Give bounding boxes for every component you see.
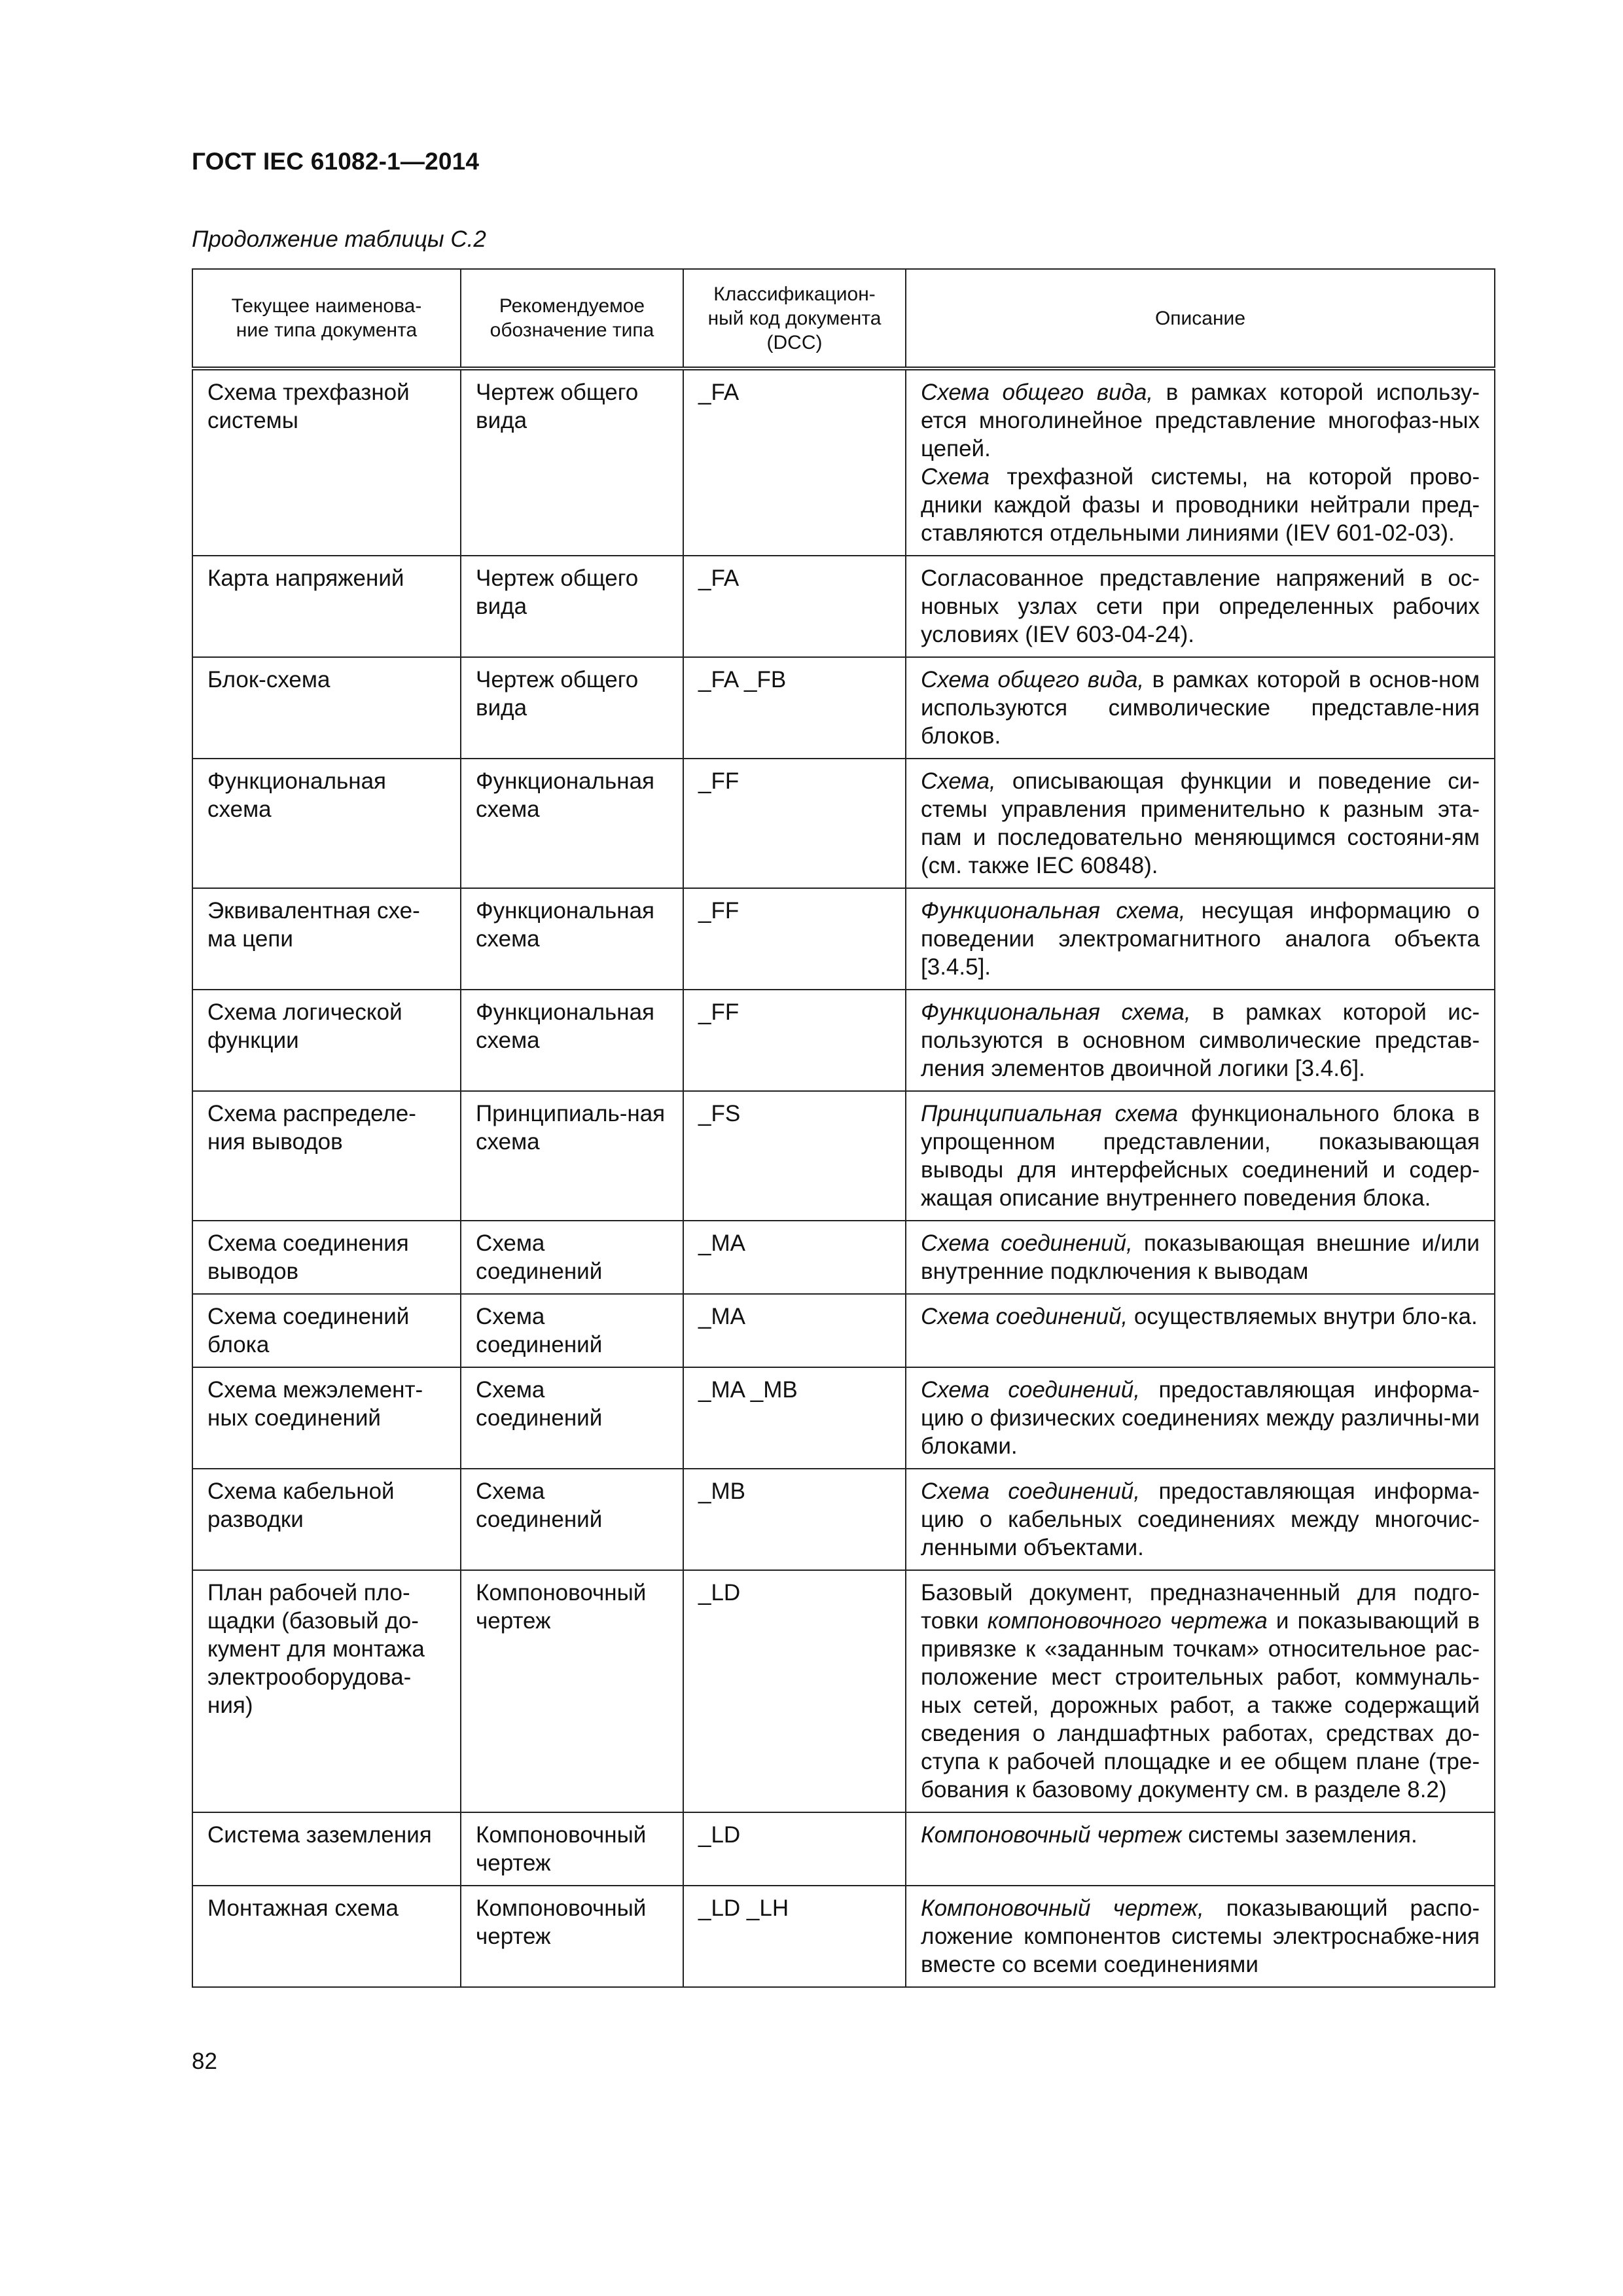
cell-recommended-type: Схема соединений [461, 1469, 683, 1570]
table-row [192, 759, 1495, 888]
cell-current-name: Функциональная схема [192, 759, 461, 888]
table-row [192, 657, 1495, 759]
table-row [192, 1886, 1495, 1987]
term-emphasis: Схема соединений, [921, 1479, 1140, 1504]
term-emphasis: Схема общего вида, [921, 667, 1145, 692]
cell-current-name: Система заземления [192, 1812, 461, 1886]
cell-current-name: План рабочей пло-щадки (базовый до-кумент для монтажа электрооборудова-ния) [192, 1570, 461, 1812]
cell-recommended-type: Схема соединений [461, 1294, 683, 1367]
cell-dcc-code: _MA [683, 1294, 906, 1367]
description-text: предоставляющая информа-цию о физических соединениях между различны-ми блоками. [921, 1377, 1480, 1459]
description-text: Согласованное представление напряжений в ос-новных узлах сети при определенных рабочих условиях (IEV 603-04-24). [921, 565, 1480, 647]
cell-description [906, 556, 1495, 657]
cell-description [906, 1812, 1495, 1886]
table-row [192, 1367, 1495, 1469]
term-emphasis: Схема общего вида, [921, 380, 1154, 405]
description-text: Базовый документ, предназначенный для подго-товки [921, 1580, 1480, 1634]
page-number: 82 [192, 2049, 217, 2074]
cell-description [906, 1221, 1495, 1294]
cell-description [906, 368, 1495, 556]
cell-recommended-type: Принципиаль-ная схема [461, 1091, 683, 1221]
cell-dcc-code: _LD [683, 1812, 906, 1886]
document-types-table [192, 268, 1495, 1988]
description-text: в рамках которой ис-пользуются в основном символические представ-ления элементов двоичной логики [3.4.6]. [921, 999, 1480, 1081]
description-text: трехфазной системы, на которой прово-дники каждой фазы и проводники нейтрали пред-ставляются отдельными линиями (IEV 601-02-03). [921, 464, 1480, 546]
cell-recommended-type: Функциональная схема [461, 888, 683, 990]
term-emphasis: Схема соединений, [921, 1304, 1128, 1329]
cell-current-name: Блок-схема [192, 657, 461, 759]
description-text: функционального блока в упрощенном представлении, показывающая выводы для интерфейсных соединений и содер-жащая описание внутреннего поведения блока. [921, 1101, 1480, 1211]
cell-description [906, 888, 1495, 990]
table-body [192, 368, 1495, 1987]
term-emphasis: Функциональная схема, [921, 999, 1191, 1025]
table-row [192, 1294, 1495, 1367]
description-text: описывающая функции и поведение си-стемы управления применительно к разным эта-пам и последовательно меняющимся состояни-ям (см. также IEC 60848). [921, 768, 1480, 878]
cell-current-name: Схема соединения выводов [192, 1221, 461, 1294]
term-emphasis: Компоновочный чертеж, [921, 1895, 1204, 1921]
cell-dcc-code: _LD [683, 1570, 906, 1812]
document-title: ГОСТ IEC 61082-1—2014 [192, 148, 480, 175]
cell-current-name: Схема логической функции [192, 990, 461, 1091]
table-row [192, 368, 1495, 556]
header-description: Описание [906, 269, 1495, 368]
term-emphasis: компоновочного чертежа [987, 1608, 1268, 1634]
table-row [192, 1469, 1495, 1570]
term-emphasis: Схема соединений, [921, 1377, 1140, 1403]
term-emphasis: Принципиальная схема [921, 1101, 1179, 1126]
table-row [192, 990, 1495, 1091]
table-row [192, 1812, 1495, 1886]
table-row [192, 888, 1495, 990]
header-current-name: Текущее наименова- ние типа документа [192, 269, 461, 368]
table-caption: Продолжение таблицы С.2 [192, 226, 486, 252]
table-header-row [192, 269, 1495, 368]
cell-description [906, 1886, 1495, 1987]
description-text: в рамках которой использу-ется многолинейное представление многофаз-ных цепей. [921, 380, 1480, 461]
cell-current-name: Карта напряжений [192, 556, 461, 657]
cell-current-name: Эквивалентная схе-ма цепи [192, 888, 461, 990]
cell-dcc-code: _FF [683, 990, 906, 1091]
cell-description [906, 759, 1495, 888]
term-emphasis: Схема соединений, [921, 1230, 1133, 1256]
cell-dcc-code: _LD _LH [683, 1886, 906, 1987]
table-row [192, 1221, 1495, 1294]
description-text: системы заземления. [1181, 1822, 1418, 1848]
cell-description [906, 1367, 1495, 1469]
cell-description [906, 1294, 1495, 1367]
description-text: предоставляющая информа-цию о кабельных соединениях между многочис-ленными объектами. [921, 1479, 1480, 1560]
cell-description [906, 1091, 1495, 1221]
description-text: осуществляемых внутри бло-ка. [1128, 1304, 1478, 1329]
cell-dcc-code: _FA [683, 556, 906, 657]
cell-recommended-type: Чертеж общего вида [461, 368, 683, 556]
cell-current-name: Схема трехфазной системы [192, 368, 461, 556]
term-emphasis: Компоновочный чертеж [921, 1822, 1182, 1848]
term-emphasis: Схема [921, 464, 990, 490]
cell-recommended-type: Чертеж общего вида [461, 657, 683, 759]
cell-recommended-type: Функциональная схема [461, 759, 683, 888]
cell-recommended-type: Компоновочный чертеж [461, 1886, 683, 1987]
cell-dcc-code: _FA [683, 368, 906, 556]
cell-recommended-type: Функциональная схема [461, 990, 683, 1091]
cell-current-name: Схема кабельной разводки [192, 1469, 461, 1570]
cell-dcc-code: _FF [683, 759, 906, 888]
description-text: и показывающий в привязке к «заданным точкам» относительное рас-положение мест строительных работ, коммуналь-ных сетей, дорожных работ, а также содержащий сведения о ландшафтных работах, средствах до-ступа к рабочей площадке и ее общем плане (тре-бования к базовому документу см. в разделе 8.2) [921, 1608, 1480, 1803]
cell-current-name: Схема межэлемент-ных соединений [192, 1367, 461, 1469]
description-text: в рамках которой в основ-ном используются символические представле-ния блоков. [921, 667, 1480, 749]
cell-dcc-code: _MB [683, 1469, 906, 1570]
term-emphasis: Схема, [921, 768, 996, 794]
cell-dcc-code: _FS [683, 1091, 906, 1221]
cell-description [906, 657, 1495, 759]
cell-dcc-code: _FF [683, 888, 906, 990]
header-recommended-type: Рекомендуемое обозначение типа [461, 269, 683, 368]
cell-recommended-type: Схема соединений [461, 1367, 683, 1469]
description-text: показывающий распо-ложение компонентов системы электроснабже-ния вместе со всеми соединениями [921, 1895, 1480, 1977]
cell-description [906, 1570, 1495, 1812]
cell-recommended-type: Схема соединений [461, 1221, 683, 1294]
cell-recommended-type: Компоновочный чертеж [461, 1812, 683, 1886]
table-row [192, 556, 1495, 657]
table-row [192, 1570, 1495, 1812]
description-text: несущая информацию о поведении электромагнитного аналога объекта [3.4.5]. [921, 898, 1480, 980]
cell-current-name: Схема соединений блока [192, 1294, 461, 1367]
header-dcc-code: Классификацион- ный код документа (DCC) [683, 269, 906, 368]
table-row [192, 1091, 1495, 1221]
cell-dcc-code: _FA _FB [683, 657, 906, 759]
cell-recommended-type: Компоновочный чертеж [461, 1570, 683, 1812]
cell-dcc-code: _MA [683, 1221, 906, 1294]
description-text: показывающая внешние и/или внутренние подключения к выводам [921, 1230, 1480, 1284]
cell-description [906, 990, 1495, 1091]
cell-dcc-code: _MA _MB [683, 1367, 906, 1469]
cell-recommended-type: Чертеж общего вида [461, 556, 683, 657]
cell-current-name: Монтажная схема [192, 1886, 461, 1987]
cell-current-name: Схема распределе-ния выводов [192, 1091, 461, 1221]
term-emphasis: Функциональная схема, [921, 898, 1186, 924]
cell-description [906, 1469, 1495, 1570]
